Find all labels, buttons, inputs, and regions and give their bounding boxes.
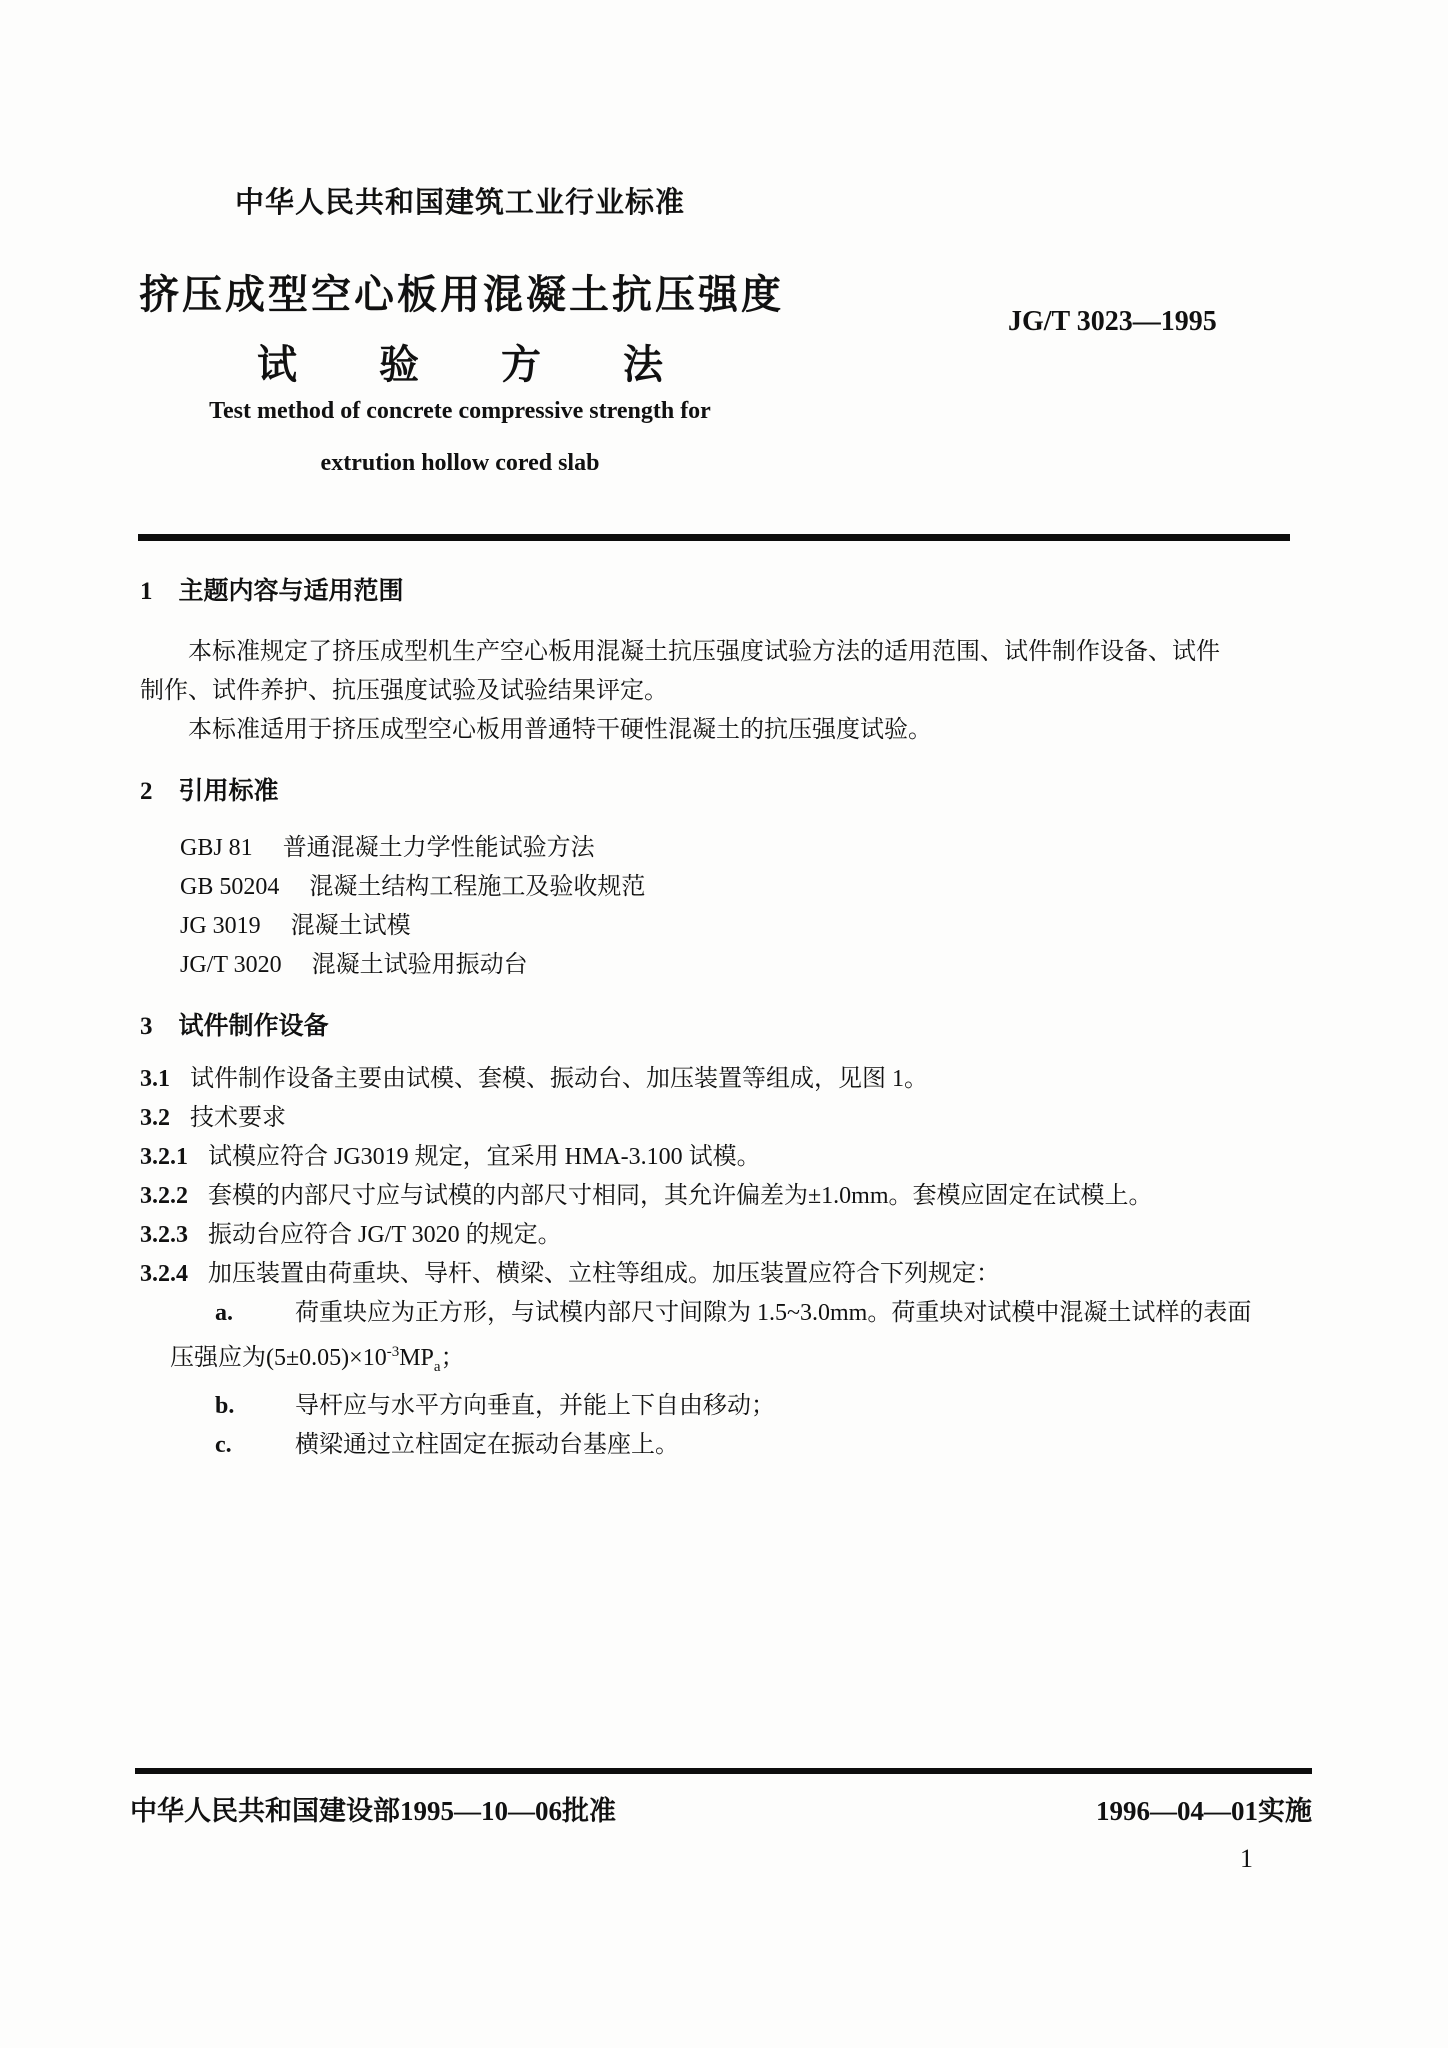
document-title-english-line2: extrution hollow cored slab bbox=[320, 450, 600, 476]
header-divider-rule bbox=[138, 534, 1290, 541]
clause-number: 3.2.2 bbox=[140, 1183, 188, 1209]
formula-exponent: -3 bbox=[386, 1344, 400, 1360]
clause-3-2-4 bbox=[140, 1255, 1330, 1294]
clause-3-2-2 bbox=[140, 1177, 1330, 1216]
clause-text: 套模的内部尺寸应与试模的内部尺寸相同，其允许偏差为±1.0mm。套模应固定在试模上。 bbox=[208, 1183, 1153, 1209]
standard-class-heading: 中华人民共和国建筑工业行业标准 bbox=[234, 187, 685, 219]
section-3-title: 试件制作设备 bbox=[178, 1013, 329, 1040]
section-3-number: 3 bbox=[140, 1013, 153, 1040]
list-item-letter: c. bbox=[215, 1431, 232, 1458]
list-item-letter: b. bbox=[215, 1392, 235, 1419]
page-number: 1 bbox=[1240, 1844, 1253, 1873]
document-body bbox=[140, 572, 1330, 1465]
list-item-c bbox=[140, 1426, 1330, 1465]
implementation-note: 1996—04—01实施 bbox=[1096, 1796, 1312, 1826]
section-1-heading bbox=[140, 572, 1330, 611]
approval-note: 中华人民共和国建设部1995—10—06批准 bbox=[130, 1796, 616, 1826]
footer-divider-rule bbox=[135, 1768, 1312, 1774]
section-2-heading bbox=[140, 772, 1330, 811]
standard-number: JG/T 3023—1995 bbox=[1008, 306, 1217, 337]
reference-name: 混凝土结构工程施工及验收规范 bbox=[309, 874, 646, 900]
clause-text: 试模应符合 JG3019 规定，宜采用 HMA-3.100 试模。 bbox=[208, 1144, 761, 1170]
document-title-english-line1: Test method of concrete compressive strength for bbox=[209, 398, 711, 424]
formula-end: ； bbox=[440, 1345, 465, 1371]
reference-item bbox=[140, 829, 1330, 868]
list-item-text: 导杆应与水平方向垂直，并能上下自由移动； bbox=[295, 1392, 775, 1419]
document-title-line1: 挤压成型空心板用混凝土抗压强度 bbox=[139, 272, 784, 317]
clause-3-1 bbox=[140, 1060, 1330, 1099]
clause-number: 3.2.1 bbox=[140, 1144, 188, 1170]
document-title-line2: 试验方法 bbox=[257, 342, 745, 387]
list-item-text: 横梁通过立柱固定在振动台基座上。 bbox=[295, 1431, 679, 1458]
formula-unit-subscript: a bbox=[433, 1358, 441, 1375]
section-2-title: 引用标准 bbox=[178, 778, 279, 805]
clause-number: 3.2.4 bbox=[140, 1261, 188, 1287]
clause-text: 试件制作设备主要由试模、套模、振动台、加压装置等组成，见图 1。 bbox=[190, 1066, 928, 1092]
clause-3-2-1 bbox=[140, 1138, 1330, 1177]
paragraph-line: 本标准适用于挤压成型空心板用普通特干硬性混凝土的抗压强度试验。 bbox=[188, 717, 932, 743]
reference-item bbox=[140, 868, 1330, 907]
list-item-text: 荷重块应为正方形，与试模内部尺寸间隙为 1.5~3.0mm。荷重块对试模中混凝土试样的表面 bbox=[295, 1300, 1252, 1326]
reference-code: GB 50204 bbox=[180, 874, 280, 900]
paragraph-line: 制作、试件养护、抗压强度试验及试验结果评定。 bbox=[140, 678, 668, 704]
clause-number: 3.2 bbox=[140, 1105, 170, 1131]
section-2-number: 2 bbox=[140, 778, 153, 805]
section-1-title: 主题内容与适用范围 bbox=[178, 578, 404, 605]
reference-name: 普通混凝土力学性能试验方法 bbox=[282, 835, 595, 861]
clause-number: 3.2.3 bbox=[140, 1222, 188, 1248]
formula-prefix: 压强应为(5±0.05)×10 bbox=[170, 1345, 387, 1371]
list-item-b bbox=[140, 1387, 1330, 1426]
clause-number: 3.1 bbox=[140, 1066, 170, 1092]
section-1-number: 1 bbox=[140, 578, 153, 605]
list-item-letter: a. bbox=[215, 1300, 233, 1326]
reference-code: JG/T 3020 bbox=[180, 952, 282, 978]
clause-3-2-3 bbox=[140, 1216, 1330, 1255]
clause-text: 技术要求 bbox=[190, 1105, 286, 1131]
footer bbox=[130, 1789, 1312, 1828]
list-item-a-wrap bbox=[140, 1333, 1330, 1387]
formula-unit: MP bbox=[399, 1345, 434, 1371]
reference-name: 混凝土试验用振动台 bbox=[311, 952, 528, 978]
reference-name: 混凝土试模 bbox=[290, 913, 411, 939]
list-item-a bbox=[140, 1294, 1330, 1333]
reference-item bbox=[140, 946, 1330, 985]
clause-3-2 bbox=[140, 1099, 1330, 1138]
section-3-heading bbox=[140, 1007, 1330, 1046]
paragraph-line: 本标准规定了挤压成型机生产空心板用混凝土抗压强度试验方法的适用范围、试件制作设备、试件 bbox=[188, 639, 1220, 665]
clause-text: 加压装置由荷重块、导杆、横梁、立柱等组成。加压装置应符合下列规定： bbox=[208, 1261, 1000, 1287]
reference-code: GBJ 81 bbox=[180, 835, 253, 861]
reference-item bbox=[140, 907, 1330, 946]
reference-code: JG 3019 bbox=[180, 913, 261, 939]
clause-text: 振动台应符合 JG/T 3020 的规定。 bbox=[208, 1222, 562, 1248]
